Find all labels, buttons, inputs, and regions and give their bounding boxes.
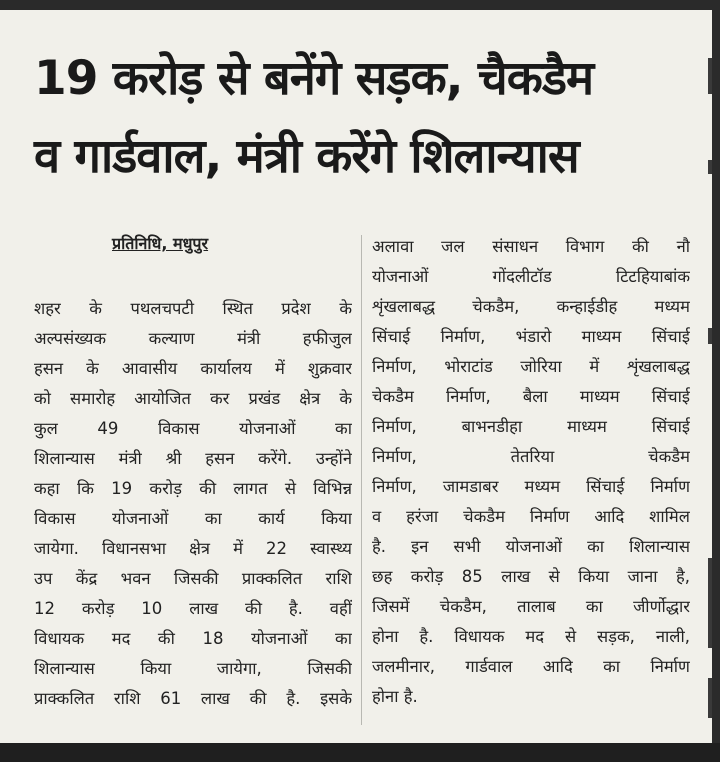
article-column-left xyxy=(34,294,352,714)
text-line: कहा कि 19 करोड़ की लागत से विभिन्न xyxy=(34,479,352,498)
text-line: व हरंजा चेकडैम निर्माण आदि शामिल xyxy=(372,507,690,526)
text-line: निर्माण, जामडाबर मध्यम सिंचाई निर्माण xyxy=(372,477,690,496)
text-line: उप केंद्र भवन जिसकी प्राक्कलित राशि xyxy=(34,569,352,588)
photo-frame-top xyxy=(0,0,720,10)
text-line: जिसमें चेकडैम, तालाब का जीर्णोद्धार xyxy=(372,597,690,616)
text-line: विकास योजनाओं का कार्य किया xyxy=(34,509,352,528)
text-line: विधायक मद की 18 योजनाओं का xyxy=(34,629,352,648)
text-line: प्राक्कलित राशि 61 लाख की है. इसके xyxy=(34,689,352,708)
text-line: सिंचाई निर्माण, भंडारो माध्यम सिंचाई xyxy=(372,327,690,346)
adjacent-article-edge xyxy=(708,58,712,94)
text-line: कुल 49 विकास योजनाओं का xyxy=(34,419,352,438)
text-line: शृंखलाबद्ध चेकडैम, कन्हाईडीह मध्यम xyxy=(372,297,690,316)
text-line: निर्माण, तेतरिया चेकडैम xyxy=(372,447,690,466)
text-line: निर्माण, भोराटांड जोरिया में शृंखलाबद्ध xyxy=(372,357,690,376)
column-divider xyxy=(361,235,362,725)
headline xyxy=(34,40,694,196)
adjacent-article-edge xyxy=(708,678,712,718)
headline-line-1: 19 करोड़ से बनेंगे सड़क, चैकडैम xyxy=(34,51,594,106)
text-line: शहर के पथलचपटी स्थित प्रदेश के xyxy=(34,299,352,318)
text-line: 12 करोड़ 10 लाख की है. वहीं xyxy=(34,599,352,618)
newspaper-clipping xyxy=(0,10,712,743)
text-line: होना है. विधायक मद से सड़क, नाली, xyxy=(372,627,690,646)
text-line: योजनाओं गोंदलीटॉड टिटहियाबांक xyxy=(372,267,690,286)
text-line: अलावा जल संसाधन विभाग की नौ xyxy=(372,237,690,256)
photo-frame-bottom xyxy=(0,743,720,762)
text-line: जलमीनार, गार्डवाल आदि का निर्माण xyxy=(372,657,690,676)
text-line: है. इन सभी योजनाओं का शिलान्यास xyxy=(372,537,690,556)
adjacent-article-edge xyxy=(708,160,712,174)
text-line: चेकडैम निर्माण, बैला माध्यम सिंचाई xyxy=(372,387,690,406)
byline: प्रतिनिधि, मधुपुर xyxy=(112,234,209,253)
headline-line-2: व गार्डवाल, मंत्री करेंगे शिलान्यास xyxy=(34,129,579,184)
text-line: शिलान्यास मंत्री श्री हसन करेंगे. उन्होंने xyxy=(34,449,352,468)
text-line: होना है. xyxy=(372,687,418,706)
text-line: शिलान्यास किया जायेगा, जिसकी xyxy=(34,659,352,678)
text-line: छह करोड़ 85 लाख से किया जाना है, xyxy=(372,567,690,586)
text-line: अल्पसंख्यक कल्याण मंत्री हफीजुल xyxy=(34,329,352,348)
adjacent-article-edge xyxy=(708,558,712,648)
text-line: निर्माण, बाभनडीहा माध्यम सिंचाई xyxy=(372,417,690,436)
text-line: हसन के आवासीय कार्यालय में शुक्रवार xyxy=(34,359,352,378)
adjacent-article-edge xyxy=(708,328,712,344)
article-column-right xyxy=(372,232,690,712)
text-line: जायेगा. विधानसभा क्षेत्र में 22 स्वास्थ्य xyxy=(34,539,352,558)
text-line: को समारोह आयोजित कर प्रखंड क्षेत्र के xyxy=(34,389,352,408)
